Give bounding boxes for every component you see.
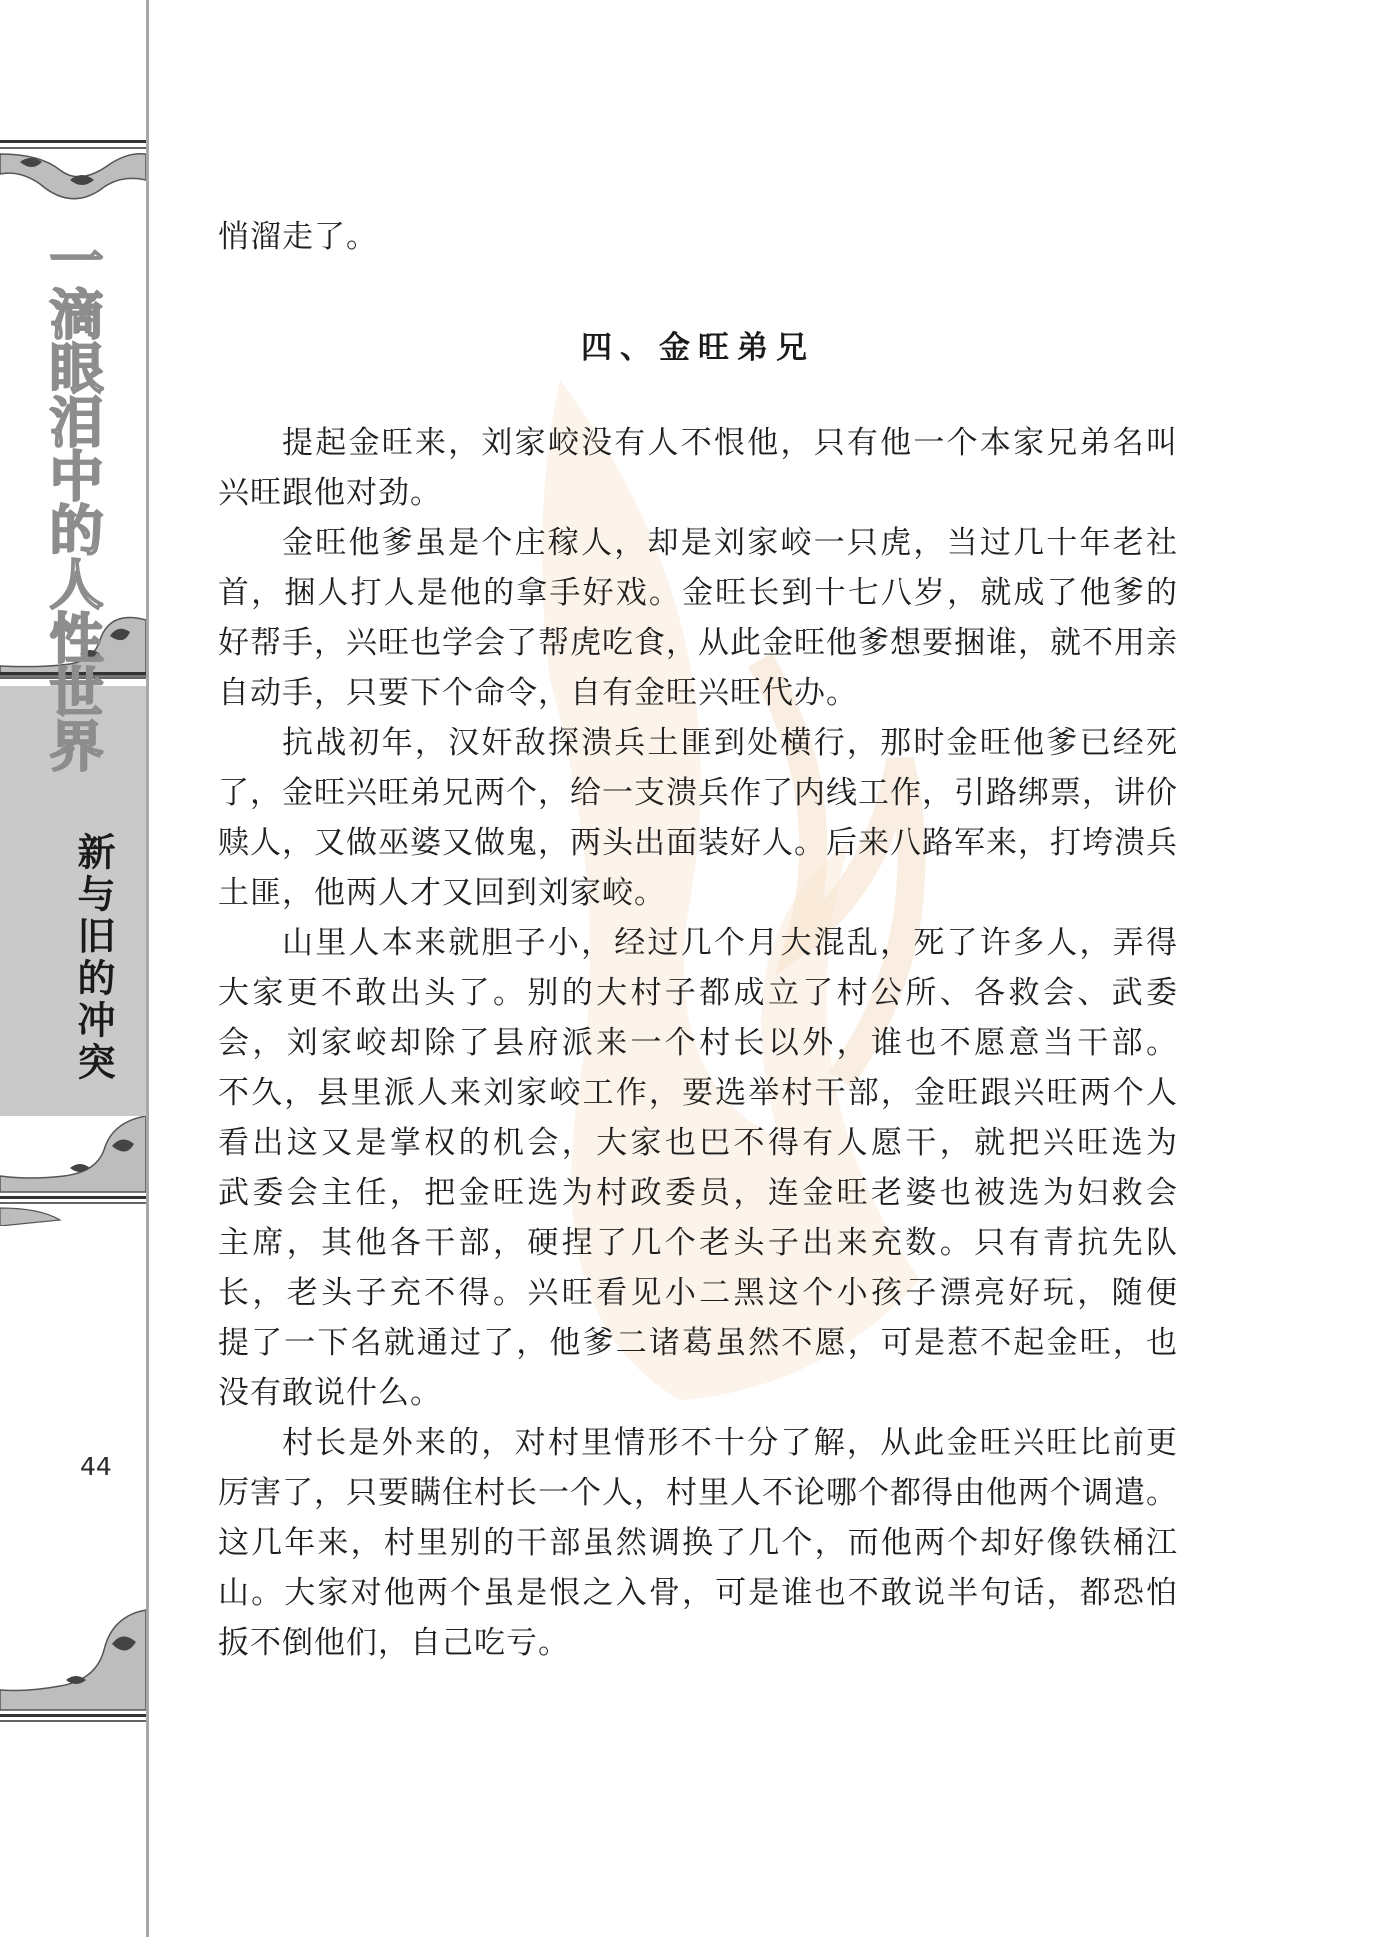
paragraph [218, 918, 1178, 1418]
text-line: 好帮手，兴旺也学会了帮虎吃食，从此金旺他爹想要捆谁，就不用亲 [218, 625, 1178, 661]
text-line: 扳不倒他们，自己吃亏。 [218, 1625, 570, 1661]
page-body [218, 418, 1178, 1668]
text-line: 提起金旺来，刘家峧没有人不恨他，只有他一个本家兄弟名叫 [282, 425, 1178, 461]
text-line: 抗战初年，汉奸敌探溃兵土匪到处横行，那时金旺他爹已经死 [282, 725, 1178, 761]
text-line: 会，刘家峧却除了县府派来一个村长以外，谁也不愿意当干部。 [218, 1025, 1178, 1061]
text-line: 首，捆人打人是他的拿手好戏。金旺长到十七八岁，就成了他爹的 [218, 575, 1178, 611]
paragraph [218, 418, 1178, 518]
text-line: 村长是外来的，对村里情形不十分了解，从此金旺兴旺比前更 [282, 1425, 1178, 1461]
paragraph [218, 718, 1178, 918]
text-line: 厉害了，只要瞒住村长一个人，村里人不论哪个都得由他两个调遣。 [218, 1475, 1178, 1511]
text-line: 大家更不敢出头了。别的大村子都成立了村公所、各救会、武委 [218, 975, 1178, 1011]
opening-line: 悄溜走了。 [218, 219, 378, 255]
text-line: 看出这又是掌权的机会，大家也巴不得有人愿干，就把兴旺选为 [218, 1125, 1178, 1161]
text-line: 了，金旺兴旺弟兄两个，给一支溃兵作了内线工作，引路绑票，讲价 [218, 775, 1178, 811]
text-line: 提了一下名就通过了，他爹二诸葛虽然不愿，可是惹不起金旺，也 [218, 1325, 1178, 1361]
text-line: 山里人本来就胆子小，经过几个月大混乱，死了许多人，弄得 [282, 925, 1178, 961]
text-line: 赎人，又做巫婆又做鬼，两头出面装好人。后来八路军来，打垮溃兵 [218, 825, 1178, 861]
text-line: 金旺他爹虽是个庄稼人，却是刘家峧一只虎，当过几十年老社 [282, 525, 1178, 561]
margin-rule [146, 0, 149, 1937]
book-title: 一滴眼泪中的人性世界 [41, 232, 105, 772]
page-number: 44 [80, 1452, 112, 1481]
text-line: 山。大家对他两个虽是恨之入骨，可是谁也不敢说半句话，都恐怕 [218, 1575, 1178, 1611]
paragraph [218, 518, 1178, 718]
text-line: 不久，县里派人来刘家峧工作，要选举村干部，金旺跟兴旺两个人 [218, 1075, 1178, 1111]
text-line: 这几年来，村里别的干部虽然调换了几个，而他两个却好像铁桶江 [218, 1525, 1178, 1561]
text-line: 没有敢说什么。 [218, 1375, 442, 1411]
text-line: 兴旺跟他对劲。 [218, 475, 442, 511]
paragraph [218, 1418, 1178, 1668]
text-line: 武委会主任，把金旺选为村政委员，连金旺老婆也被选为妇救会 [218, 1175, 1178, 1211]
ornamental-border-middle [0, 1116, 146, 1226]
ornamental-border-bottom [0, 1600, 146, 1750]
page-body-top [218, 212, 1178, 262]
text-line: 土匪，他两人才又回到刘家峧。 [218, 875, 666, 911]
text-line: 自动手，只要下个命令，自有金旺兴旺代办。 [218, 675, 858, 711]
section-heading: 四、金旺弟兄 [581, 330, 815, 366]
text-line: 主席，其他各干部，硬捏了几个老头子出来充数。只有青抗先队 [218, 1225, 1178, 1261]
chapter-title: 新与旧的冲突 [71, 832, 116, 1084]
text-line: 长，老头子充不得。兴旺看见小二黑这个小孩子漂亮好玩，随便 [218, 1275, 1178, 1311]
